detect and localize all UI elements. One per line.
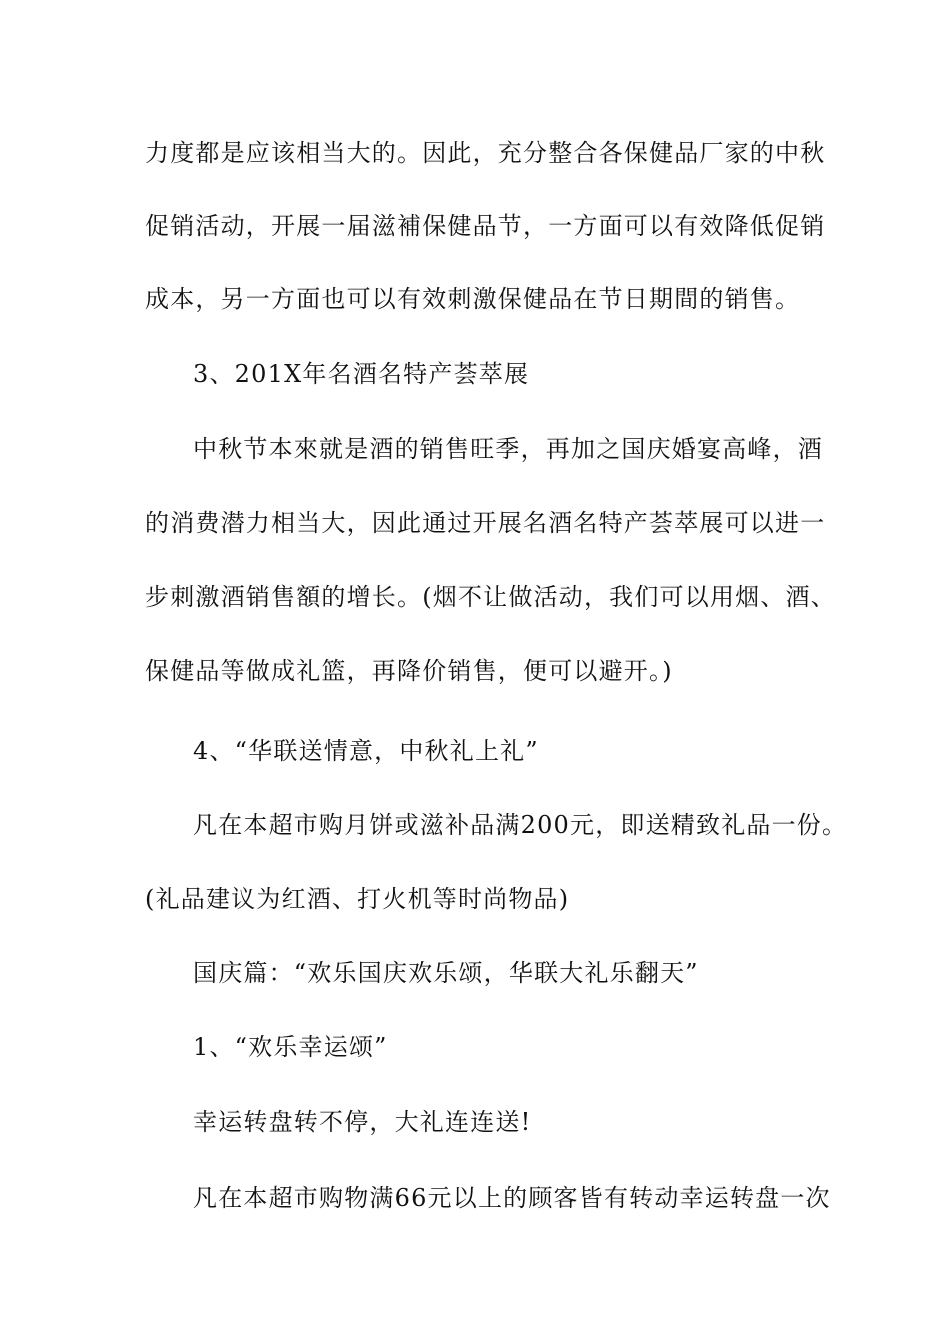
- paragraph-line: 步刺激酒销售額的增长。(烟不让做活动，我们可以用烟、酒、: [145, 583, 836, 611]
- paragraph-line: (礼品建议为红酒、打火机等时尚物品): [145, 885, 570, 913]
- section-heading: 4、“华联送情意，中秋礼上礼”: [193, 737, 539, 765]
- paragraph-line: 凡在本超市购物满66元以上的顾客皆有转动幸运转盘一次: [193, 1184, 831, 1212]
- section-heading: 1、“欢乐幸运颂”: [193, 1033, 388, 1061]
- paragraph-line: 的消费潜力相当大，因此通过开展名酒名特产荟萃展可以进一: [145, 509, 826, 537]
- section-heading: 3、201X年名酒名特产荟萃展: [193, 360, 530, 388]
- section-heading: 国庆篇：“欢乐国庆欢乐颂，华联大礼乐翻天”: [193, 959, 699, 987]
- paragraph-line: 力度都是应该相当大的。因此，充分整合各保健品厂家的中秋: [145, 139, 826, 167]
- paragraph-line: 幸运转盘转不停，大礼连连送!: [193, 1108, 532, 1136]
- paragraph-line: 促销活动，开展一届滋補保健品节，一方面可以有效降低促销: [145, 212, 826, 240]
- paragraph-line: 中秋节本來就是酒的销售旺季，再加之国庆婚宴高峰，酒: [193, 435, 823, 463]
- paragraph-line: 成本，另一方面也可以有效刺激保健品在节日期間的销售。: [145, 285, 801, 313]
- paragraph-line: 保健品等做成礼篮，再降价销售，便可以避开。): [145, 657, 673, 685]
- paragraph-line: 凡在本超市购月饼或滋补品满200元，即送精致礼品一份。: [193, 811, 848, 839]
